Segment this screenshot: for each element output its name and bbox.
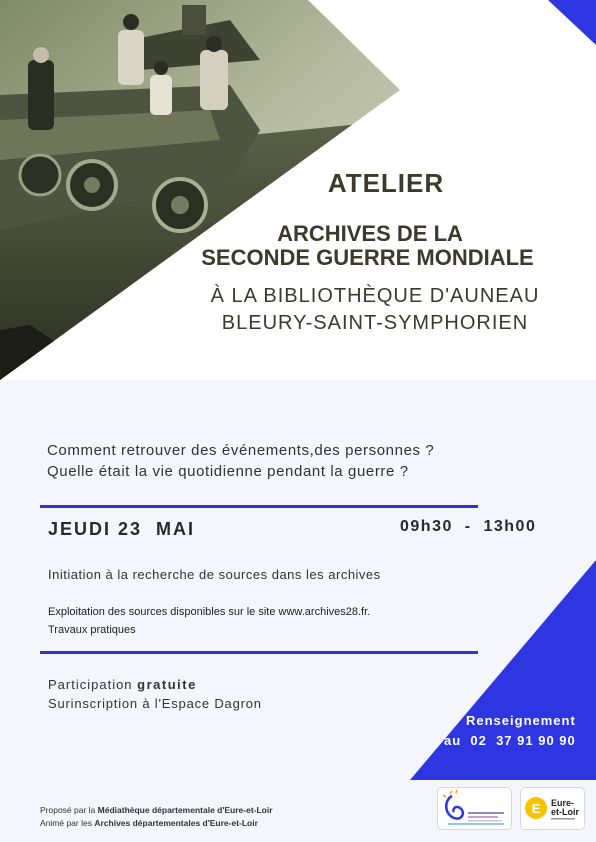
footer-propose-prefix: Proposé par la: [40, 805, 98, 815]
footer-anime-prefix: Animé par les: [40, 818, 95, 828]
footer-propose: [40, 805, 273, 815]
subtitle-line2: SECONDE GUERRE MONDIALE: [201, 245, 534, 270]
participation-prefix: Participation: [48, 677, 133, 692]
program-initiation: Initiation à la recherche de sources dans les archives: [48, 567, 381, 582]
location-line2: BLEURY-SAINT-SYMPHORIEN: [221, 312, 529, 334]
location-line1: À LA BIBLIOTHÈQUE D'AUNEAU: [210, 285, 540, 307]
logo-text-line2: et-Loir: [551, 807, 579, 817]
svg-text:E: E: [531, 801, 541, 816]
event-time: 09h30 - 13h00: [400, 518, 537, 535]
participation-gratuite: gratuite: [137, 677, 197, 692]
footer-anime-org: Archives départementales d'Eure-et-Loir: [94, 818, 258, 828]
footer-anime: [40, 818, 258, 828]
eure-et-loir-badge-icon: [521, 788, 584, 829]
contact-label: Renseignement: [466, 713, 576, 728]
inscription-line: Surinscription à l'Espace Dagron: [48, 696, 262, 711]
atelier-title: ATELIER: [327, 168, 445, 198]
event-date: JEUDI 23 MAI: [48, 519, 196, 539]
question-line2: Quelle était la vie quotidienne pendant la guerre ?: [47, 463, 409, 480]
subtitle-line1: ARCHIVES DE LA: [277, 221, 463, 246]
participation-line: [48, 677, 197, 692]
program-exploitation: Exploitation des sources disponibles sur le site www.archives28.fr.: [48, 606, 371, 618]
divider-bottom: [40, 651, 478, 654]
logo-text-line1: Eure-: [551, 798, 575, 808]
program-travaux: Travaux pratiques: [48, 624, 136, 636]
eure-et-loir-logo: [520, 787, 585, 830]
mediatheque-logo: [437, 787, 512, 830]
divider-top: [40, 505, 478, 508]
question-line1: Comment retrouver des événements,des personnes ?: [47, 442, 435, 459]
footer-propose-org: Médiathèque départementale d'Eure-et-Loir: [97, 805, 273, 815]
contact-phone[interactable]: au 02 37 91 90 90: [444, 733, 576, 748]
mediatheque-swirl-icon: [438, 788, 511, 829]
